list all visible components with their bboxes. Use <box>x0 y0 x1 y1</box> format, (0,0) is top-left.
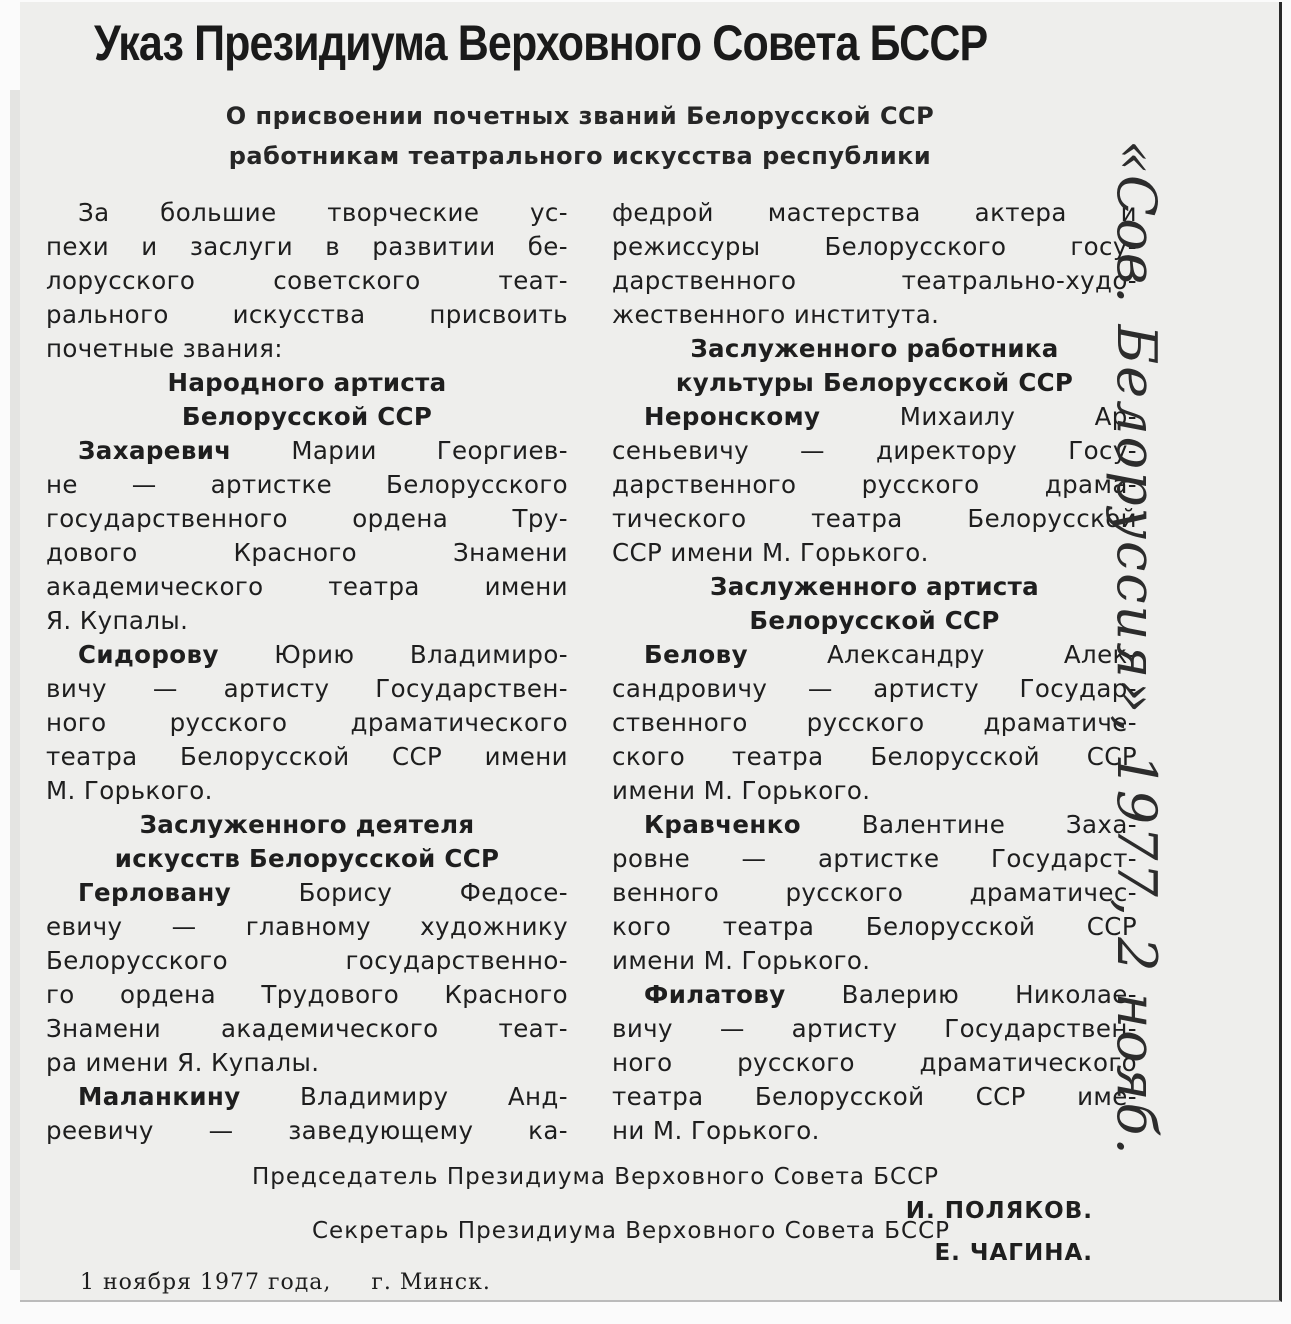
body-text-line: Белорусского государственно- <box>46 946 568 975</box>
body-text-line: ного русского драматического <box>612 1048 1137 1077</box>
body-text-line: Знамени академического теат- <box>46 1014 568 1043</box>
awardee-text: Марии Георгиев- <box>231 436 568 465</box>
body-text-line: кого театра Белорусской ССР <box>612 912 1137 941</box>
body-text-line: ного русского драматического <box>46 708 568 737</box>
subtitle-line-1: О присвоении почетных званий Белорусской ССР <box>225 102 935 130</box>
chairman-name: И. ПОЛЯКОВ. <box>905 1198 1093 1224</box>
secretary-name: Е. ЧАГИНА. <box>934 1240 1093 1266</box>
awardee-surname: Захаревич <box>78 436 232 465</box>
body-text-line: федрой мастерства актера и <box>612 198 1137 227</box>
chairman-title: Председатель Президиума Верховного Совета БССР <box>252 1164 940 1190</box>
body-text-line: театра Белорусской ССР име- <box>612 1082 1137 1111</box>
body-text-line: лорусского советского теат- <box>46 266 568 295</box>
body-text-line: ровне — артистке Государст- <box>612 844 1137 873</box>
body-text-line: Я. Купалы. <box>46 606 189 635</box>
body-text-line: имени М. Горького. <box>612 776 871 805</box>
dateline <box>80 1266 491 1300</box>
awardee-line <box>46 434 568 468</box>
body-text-line: евичу — главному художнику <box>46 912 568 941</box>
body-text-line: дового Красного Знамени <box>46 538 568 567</box>
award-title-line: Заслуженного артиста <box>710 572 1039 601</box>
award-title-line: Заслуженного работника <box>690 334 1059 363</box>
body-text-line: имени М. Горького. <box>612 946 871 975</box>
awardee-text: Валентине Заха- <box>801 810 1137 839</box>
awardee-surname: Филатову <box>644 980 786 1009</box>
body-text-line: не — артистке Белорусского <box>46 470 568 499</box>
body-text-line: ского театра Белорусской ССР <box>612 742 1137 771</box>
body-text-line: ни М. Горького. <box>612 1116 820 1145</box>
awardee-text: Юрию Владимиро- <box>218 640 568 669</box>
subtitle-line-2: работникам театрального искусства республики <box>228 142 932 170</box>
awardee-surname: Белову <box>644 640 748 669</box>
body-text-line: государственного ордена Тру- <box>46 504 568 533</box>
body-text-line: реевичу — заведующему ка- <box>46 1116 568 1145</box>
body-text-line: венного русского драматичес- <box>612 878 1137 907</box>
decree-place: г. Минск. <box>371 1270 491 1295</box>
right-text-column <box>612 196 1137 1148</box>
awardee-text: Борису Федосе- <box>231 878 568 907</box>
body-text-line: дарственного театрально-худо- <box>612 266 1137 295</box>
body-text-line: ра имени Я. Купалы. <box>46 1048 320 1077</box>
body-text-line: сеньевичу — директору Госу- <box>612 436 1137 465</box>
awardee-line <box>612 808 1137 842</box>
body-text-line: пехи и заслуги в развитии бе- <box>46 232 568 261</box>
decree-date: 1 ноября 1977 года, <box>80 1270 332 1295</box>
body-text-line: рального искусства присвоить <box>46 300 568 329</box>
body-text-line: дарственного русского драма- <box>612 470 1137 499</box>
awardee-text: Александру Алек- <box>747 640 1137 669</box>
award-title-line: Белорусской ССР <box>749 606 1000 635</box>
body-text-line: сандровичу — артисту Государ- <box>612 674 1137 703</box>
body-text-line: театра Белорусской ССР имени <box>46 742 568 771</box>
secretary-title: Секретарь Президиума Верховного Совета БССР <box>312 1218 951 1244</box>
awardee-line <box>46 1080 568 1114</box>
awardee-text: Михаилу Ар- <box>820 402 1137 431</box>
body-text-line: ССР имени М. Горького. <box>612 538 929 567</box>
handwritten-source-note: «Сов. Белоруссия», 1977, 2 нояб. <box>1105 140 1168 1157</box>
awardee-text: Владимиру Анд- <box>240 1082 568 1111</box>
awardee-surname: Герловану <box>78 878 232 907</box>
awardee-surname: Сидорову <box>78 640 219 669</box>
left-text-column <box>46 196 568 1148</box>
awardee-line <box>612 400 1137 434</box>
body-text-line: режиссуры Белорусского госу- <box>612 232 1137 261</box>
body-text-line: вичу — артисту Государствен- <box>612 1014 1137 1043</box>
award-title-line: культуры Белорусской ССР <box>675 368 1074 397</box>
body-text-line: ственного русского драматиче- <box>612 708 1137 737</box>
award-title-line: искусств Белорусской ССР <box>114 844 500 873</box>
awardee-surname: Кравченко <box>644 810 802 839</box>
awardee-line <box>612 978 1137 1012</box>
awardee-text: Валерию Николае- <box>785 980 1137 1009</box>
body-text-line: академического театра имени <box>46 572 568 601</box>
awardee-surname: Неронскому <box>644 402 821 431</box>
body-text-line: М. Горького. <box>46 776 213 805</box>
body-text-line: тического театра Белорусской <box>612 504 1137 533</box>
body-text-line: вичу — артисту Государствен- <box>46 674 568 703</box>
awardee-line <box>612 638 1137 672</box>
award-title-line: Народного артиста <box>167 368 447 397</box>
body-text-line: За большие творческие ус- <box>78 198 568 227</box>
award-title-line: Заслуженного деятеля <box>139 810 475 839</box>
awardee-surname: Маланкину <box>78 1082 241 1111</box>
awardee-line <box>46 638 568 672</box>
decree-subtitle <box>140 96 1020 176</box>
body-text-line: го ордена Трудового Красного <box>46 980 568 1009</box>
decree-headline: Указ Президиума Верховного Совета БССР <box>94 15 988 71</box>
body-text-line: жественного института. <box>612 300 940 329</box>
awardee-line <box>46 876 568 910</box>
body-text-line: почетные звания: <box>46 334 283 363</box>
award-title-line: Белорусской ССР <box>181 402 433 431</box>
